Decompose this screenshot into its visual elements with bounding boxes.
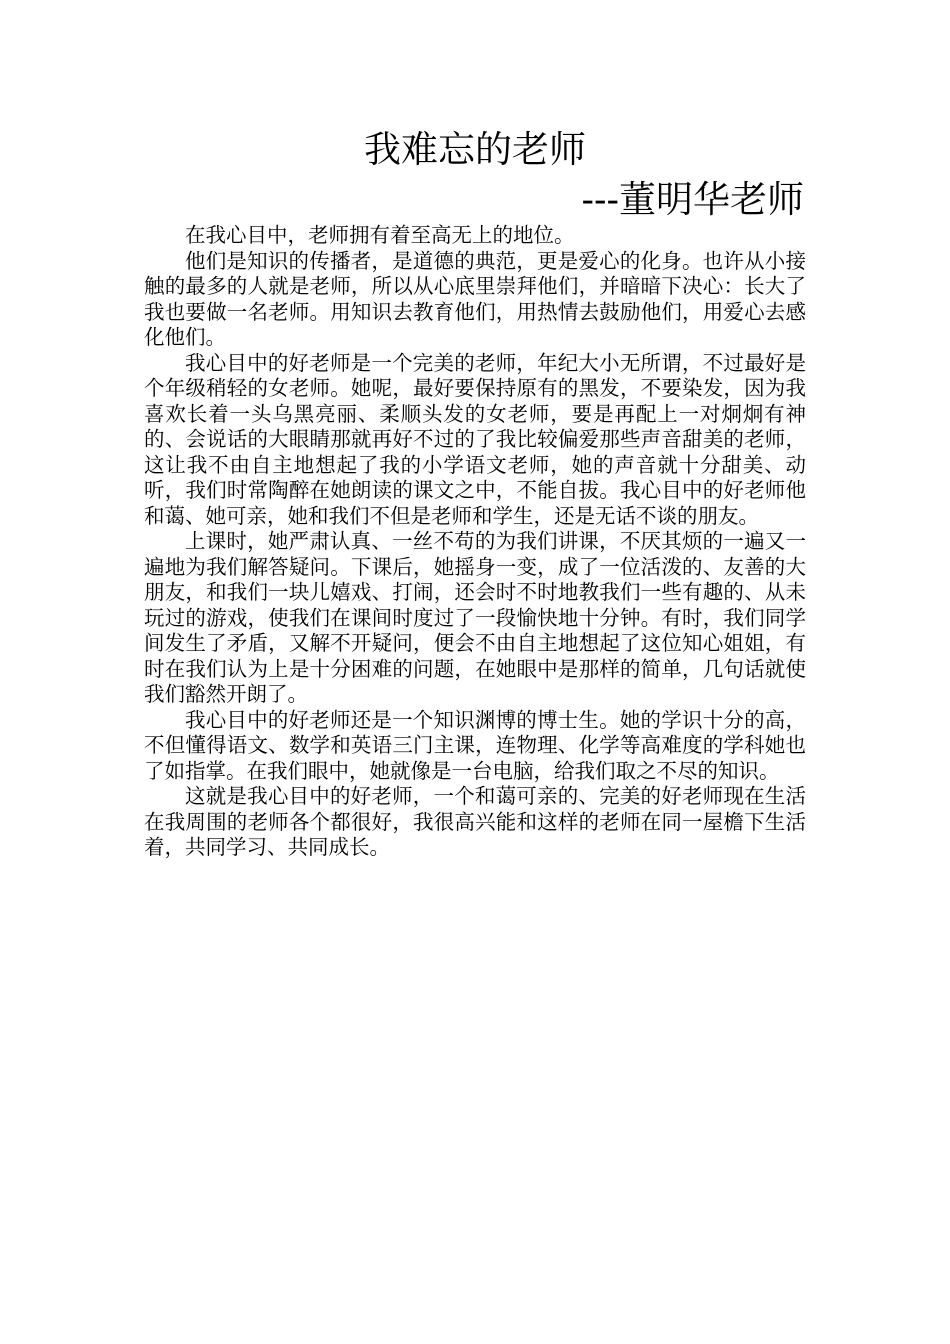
paragraph: 我心目中的好老师还是一个知识渊博的博士生。她的学识十分的高，不但懂得语文、数学和英语三门主课，连物理、化学等高难度的学科她也了如指掌。在我们眼中，她就像是一台电脑，给我们取之不尽的知识。 xyxy=(144,707,806,783)
paragraph: 我心目中的好老师是一个完美的老师，年纪大小无所谓，不过最好是个年级稍轻的女老师。她呢，最好要保持原有的黑发，不要染发，因为我喜欢长着一头乌黑亮丽、柔顺头发的女老师，要是再配上一对炯炯有神的、会说话的大眼睛那就再好不过的了我比较偏爱那些声音甜美的老师，这让我不由自主地想起了我的小学语文老师，她的声音就十分甜美、动听，我们时常陶醉在她朗读的课文之中，不能自拔。我心目中的好老师他和蔼、她可亲，她和我们不但是老师和学生，还是无话不谈的朋友。 xyxy=(144,350,806,528)
document-body xyxy=(144,223,806,861)
paragraph: 这就是我心目中的好老师，一个和蔼可亲的、完美的好老师现在生活在我周围的老师各个都很好，我很高兴能和这样的老师在同一屋檐下生活着，共同学习、共同成长。 xyxy=(144,784,806,859)
document-subtitle: ---董明华老师 xyxy=(581,178,804,221)
paragraph: 在我心目中，老师拥有着至高无上的地位。 xyxy=(185,223,575,247)
paragraph: 上课时，她严肃认真、一丝不苟的为我们讲课，不厌其烦的一遍又一遍地为我们解答疑问。下课后，她摇身一变，成了一位活泼的、友善的大朋友，和我们一块儿嬉戏、打闹，还会时不时地教我们一些有趣的、从未玩过的游戏，使我们在课间时度过了一段愉快地十分钟。有时，我们同学间发生了矛盾，又解不开疑问，便会不由自主地想起了这位知心姐姐，有时在我们认为上是十分困难的问题，在她眼中是那样的简单，几句话就使我们豁然开朗了。 xyxy=(144,529,806,706)
document-title: 我难忘的老师 xyxy=(364,128,586,171)
paragraph: 他们是知识的传播者，是道德的典范，更是爱心的化身。也许从小接触的最多的人就是老师，所以从心底里崇拜他们，并暗暗下决心：长大了我也要做一名老师。用知识去教育他们，用热情去鼓励他们，用爱心去感化他们。 xyxy=(144,248,806,349)
